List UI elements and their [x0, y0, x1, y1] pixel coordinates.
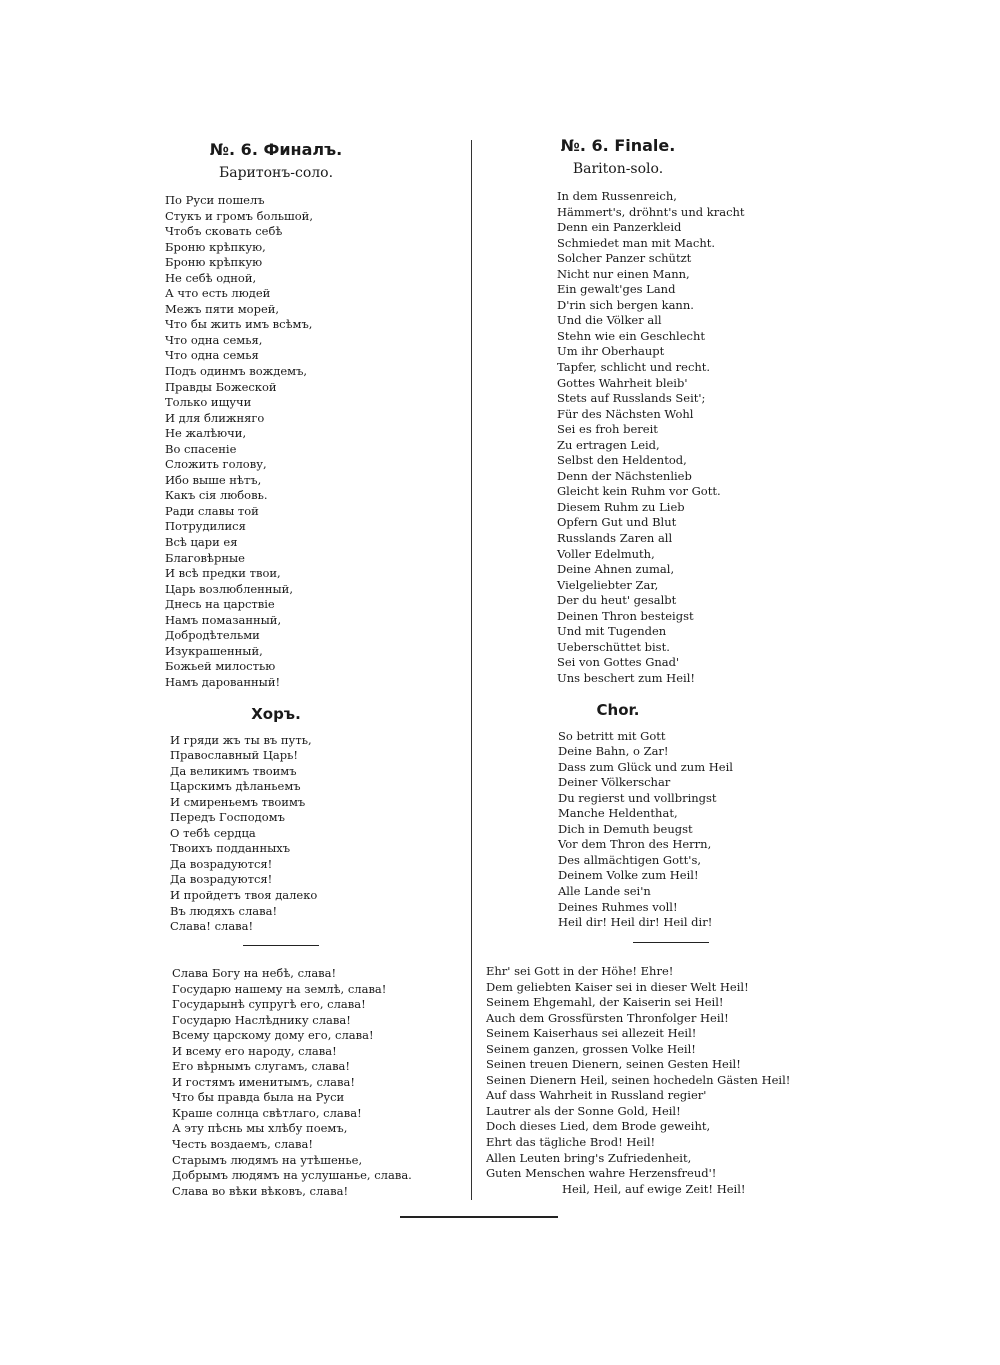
verse-line: Что бы жить имъ всѣмъ, — [165, 317, 313, 332]
verse-line: Alle Lande sei'n — [558, 883, 651, 898]
page-end-rule — [400, 1216, 558, 1218]
german-subtitle: Bariton-solo. — [572, 161, 664, 177]
verse-line: Stehn wie ein Geschlecht — [557, 328, 705, 343]
verse-line: Lautrer als der Sonne Gold, Heil! — [486, 1103, 681, 1118]
verse-line: Что одна семья — [165, 348, 259, 363]
verse-line: Denn ein Panzerkleid — [557, 220, 682, 235]
verse-line: Seinem ganzen, grossen Volke Heil! — [486, 1041, 696, 1056]
verse-line: Броню крѣпкую — [165, 255, 263, 270]
verse-line: Старымъ людямъ на утѣшенье, — [172, 1152, 363, 1167]
verse-line: О тебѣ сердца — [170, 825, 256, 840]
verse-line: Dass zum Glück und zum Heil — [558, 759, 733, 774]
russian-subtitle: Баритонъ-соло. — [218, 165, 334, 181]
verse-line: И гостямъ именитымъ, слава! — [172, 1074, 355, 1089]
verse-line: Allen Leuten bring's Zufriedenheit, — [486, 1150, 692, 1165]
russian-solo-verse — [165, 193, 460, 691]
verse-line: Что одна семья, — [165, 332, 263, 347]
verse-line: Für des Nächsten Wohl — [557, 406, 694, 421]
verse-line: Hämmert's, dröhnt's und kracht — [557, 204, 745, 219]
verse-line: Diesem Ruhm zu Lieb — [557, 499, 685, 514]
verse-line: По Руси пошелъ — [165, 193, 265, 207]
verse-line: Und mit Tugenden — [557, 624, 667, 639]
verse-line: Ein gewalt'ges Land — [557, 282, 676, 297]
russian-hymn — [172, 966, 462, 1199]
verse-line: Не жалѣючи, — [165, 426, 247, 441]
verse-line: Сложить голову, — [165, 457, 267, 472]
verse-line: Auch dem Grossfürsten Thronfolger Heil! — [486, 1010, 729, 1025]
column-separator — [471, 140, 472, 1200]
verse-line: Слава! слава! — [170, 919, 254, 934]
verse-line: Да возрадуются! — [170, 856, 273, 871]
verse-line: Православный Царь! — [170, 748, 298, 763]
verse-line: Подъ одинмъ вождемъ, — [165, 364, 308, 379]
verse-line: Des allmächtigen Gott's, — [558, 852, 702, 867]
verse-line: Царскимъ дѣланьемъ — [170, 779, 301, 794]
german-column — [485, 136, 805, 931]
verse-line: Doch dieses Lied, dem Brode geweiht, — [486, 1119, 711, 1134]
verse-line: Gleicht kein Ruhm vor Gott. — [557, 484, 721, 499]
verse-line: In dem Russenreich, — [557, 189, 677, 203]
verse-line: И пройдетъ твоя далеко — [170, 887, 318, 902]
german-chorus-title: Chor. — [596, 700, 640, 719]
verse-line: Uns beschert zum Heil! — [557, 670, 695, 685]
verse-line: Только ищучи — [165, 395, 252, 410]
german-section-divider — [633, 942, 709, 943]
verse-line: Слава Богу на небѣ, слава! — [172, 966, 337, 980]
verse-line: Броню крѣпкую, — [165, 239, 266, 254]
verse-line: Честь воздаемъ, слава! — [172, 1137, 313, 1152]
russian-chorus-verse — [170, 733, 460, 935]
verse-line: Ueberschüttet bist. — [557, 639, 670, 654]
verse-line: Seinem Kaiserhaus sei allezeit Heil! — [486, 1026, 697, 1041]
russian-column — [160, 140, 460, 935]
verse-line: Vielgeliebter Zar, — [557, 577, 659, 592]
verse-line: Seinen treuen Dienern, seinen Gesten Heil! — [486, 1057, 741, 1072]
verse-line: Слава во вѣки вѣковъ, слава! — [172, 1183, 349, 1198]
verse-line: Намъ дарованный! — [165, 674, 281, 689]
verse-line: Auf dass Wahrheit in Russland regier' — [486, 1088, 707, 1103]
verse-line: Государынѣ супругѣ его, слава! — [172, 997, 366, 1012]
verse-line: Всему царскому дому его, слава! — [172, 1028, 374, 1043]
verse-line: Russlands Zaren all — [557, 531, 673, 546]
russian-chorus-title: Хоръ. — [251, 704, 301, 723]
verse-line: Стукъ и громъ большой, — [165, 208, 313, 223]
verse-line: Днесь на царствіе — [165, 597, 275, 612]
verse-line: И смиреньемъ твоимъ — [170, 794, 306, 809]
verse-line: Твоихъ подданныхъ — [170, 841, 291, 856]
verse-line: Deine Bahn, o Zar! — [558, 744, 669, 759]
verse-line: Dich in Demuth beugst — [558, 821, 693, 836]
verse-line: Правды Божеской — [165, 379, 277, 394]
german-chorus-verse — [558, 729, 805, 931]
verse-line: Не себѣ одной, — [165, 270, 257, 285]
verse-line: Потрудилися — [165, 519, 246, 534]
verse-line: Государю Наслѣднику слава! — [172, 1012, 351, 1027]
verse-line: Передъ Господомъ — [170, 810, 285, 825]
verse-line: Du regierst und vollbringst — [558, 790, 717, 805]
verse-line: Божьей милостью — [165, 659, 276, 674]
russian-section-divider — [243, 945, 319, 946]
verse-line: Guten Menschen wahre Herzensfreud'! — [486, 1166, 717, 1181]
german-hymn-final-line: Heil, Heil, auf ewige Zeit! Heil! — [562, 1181, 746, 1196]
verse-line: Seinem Ehgemahl, der Kaiserin sei Heil! — [486, 995, 724, 1010]
verse-line: Изукрашенный, — [165, 643, 263, 658]
verse-line: И всѣ предки твои, — [165, 566, 281, 581]
russian-hymn-verse — [172, 966, 462, 1199]
verse-line: Что бы правда была на Руси — [172, 1090, 345, 1105]
verse-line: Sei von Gottes Gnad' — [557, 655, 680, 670]
verse-line: А что есть людей — [165, 286, 271, 301]
verse-line: Stets auf Russlands Seit'; — [557, 391, 706, 406]
verse-line: Его вѣрнымъ слугамъ, слава! — [172, 1059, 351, 1074]
verse-line: Voller Edelmuth, — [557, 546, 655, 561]
verse-line: Opfern Gut und Blut — [557, 515, 677, 530]
verse-line: Deinen Thron besteigst — [557, 608, 694, 623]
verse-line: Ehr' sei Gott in der Höhe! Ehre! — [486, 964, 674, 978]
verse-line: D'rin sich bergen kann. — [557, 297, 694, 312]
verse-line: Heil dir! Heil dir! Heil dir! — [558, 915, 713, 930]
verse-line: Solcher Panzer schützt — [557, 251, 692, 266]
verse-line: Ehrt das tägliche Brod! Heil! — [486, 1135, 656, 1150]
verse-line: Tapfer, schlicht und recht. — [557, 360, 711, 375]
german-hymn — [486, 964, 806, 1197]
verse-line: Selbst den Heldentod, — [557, 453, 687, 468]
verse-line: Vor dem Thron des Herrn, — [558, 837, 712, 852]
verse-line: Und die Völker all — [557, 313, 662, 328]
verse-line: Всѣ цари ея — [165, 535, 238, 550]
russian-title: №. 6. Финалъ. — [209, 140, 343, 159]
verse-line: Да возрадуются! — [170, 872, 273, 887]
verse-line: Dem geliebten Kaiser sei in dieser Welt Heil! — [486, 979, 749, 994]
verse-line: Да великимъ твоимъ — [170, 763, 297, 778]
verse-line: Ради славы той — [165, 503, 259, 518]
german-hymn-verse — [486, 964, 806, 1182]
verse-line: Намъ помазанный, — [165, 612, 282, 627]
verse-line: Благовѣрные — [165, 550, 245, 565]
verse-line: Государю нашему на землѣ, слава! — [172, 981, 387, 996]
verse-line: Чтобъ сковать себѣ — [165, 224, 283, 239]
verse-line: Manche Heldenthat, — [558, 806, 678, 821]
verse-line: Добрымъ людямъ на услушанье, слава. — [172, 1168, 412, 1183]
verse-line: И для ближняго — [165, 410, 265, 425]
verse-line: Во спасеніе — [165, 441, 237, 456]
verse-line: Sei es froh bereit — [557, 422, 658, 437]
verse-line: Nicht nur einen Mann, — [557, 266, 690, 281]
verse-line: А эту пѣснь мы хлѣбу поемъ, — [172, 1121, 348, 1136]
verse-line: So betritt mit Gott — [558, 728, 666, 743]
verse-line: Какъ сія любовь. — [165, 488, 268, 503]
german-solo-verse — [557, 189, 805, 687]
german-title: №. 6. Finale. — [560, 136, 676, 155]
verse-line: Deine Ahnen zumal, — [557, 562, 675, 577]
verse-line: И гряди жъ ты въ путь, — [170, 732, 312, 747]
verse-line: И всему его народу, слава! — [172, 1043, 337, 1058]
verse-line: Schmiedet man mit Macht. — [557, 235, 715, 250]
verse-line: Gottes Wahrheit bleib' — [557, 375, 688, 390]
verse-line: Zu ertragen Leid, — [557, 437, 660, 452]
verse-line: Въ людяхъ слава! — [170, 903, 278, 918]
verse-line: Краше солнца свѣтлаго, слава! — [172, 1105, 362, 1120]
verse-line: Denn der Nächstenlieb — [557, 468, 692, 483]
verse-line: Ибо выше нѣтъ, — [165, 472, 262, 487]
verse-line: Um ihr Oberhaupt — [557, 344, 665, 359]
verse-line: Межъ пяти морей, — [165, 301, 280, 316]
verse-line: Добродѣтельми — [165, 628, 260, 643]
verse-line: Deinem Volke zum Heil! — [558, 868, 699, 883]
verse-line: Deines Ruhmes voll! — [558, 899, 678, 914]
verse-line: Seinen Dienern Heil, seinen hochedeln Gästen Heil! — [486, 1072, 791, 1087]
verse-line: Deiner Völkerschar — [558, 775, 671, 790]
verse-line: Der du heut' gesalbt — [557, 593, 677, 608]
verse-line: Царь возлюбленный, — [165, 581, 293, 596]
